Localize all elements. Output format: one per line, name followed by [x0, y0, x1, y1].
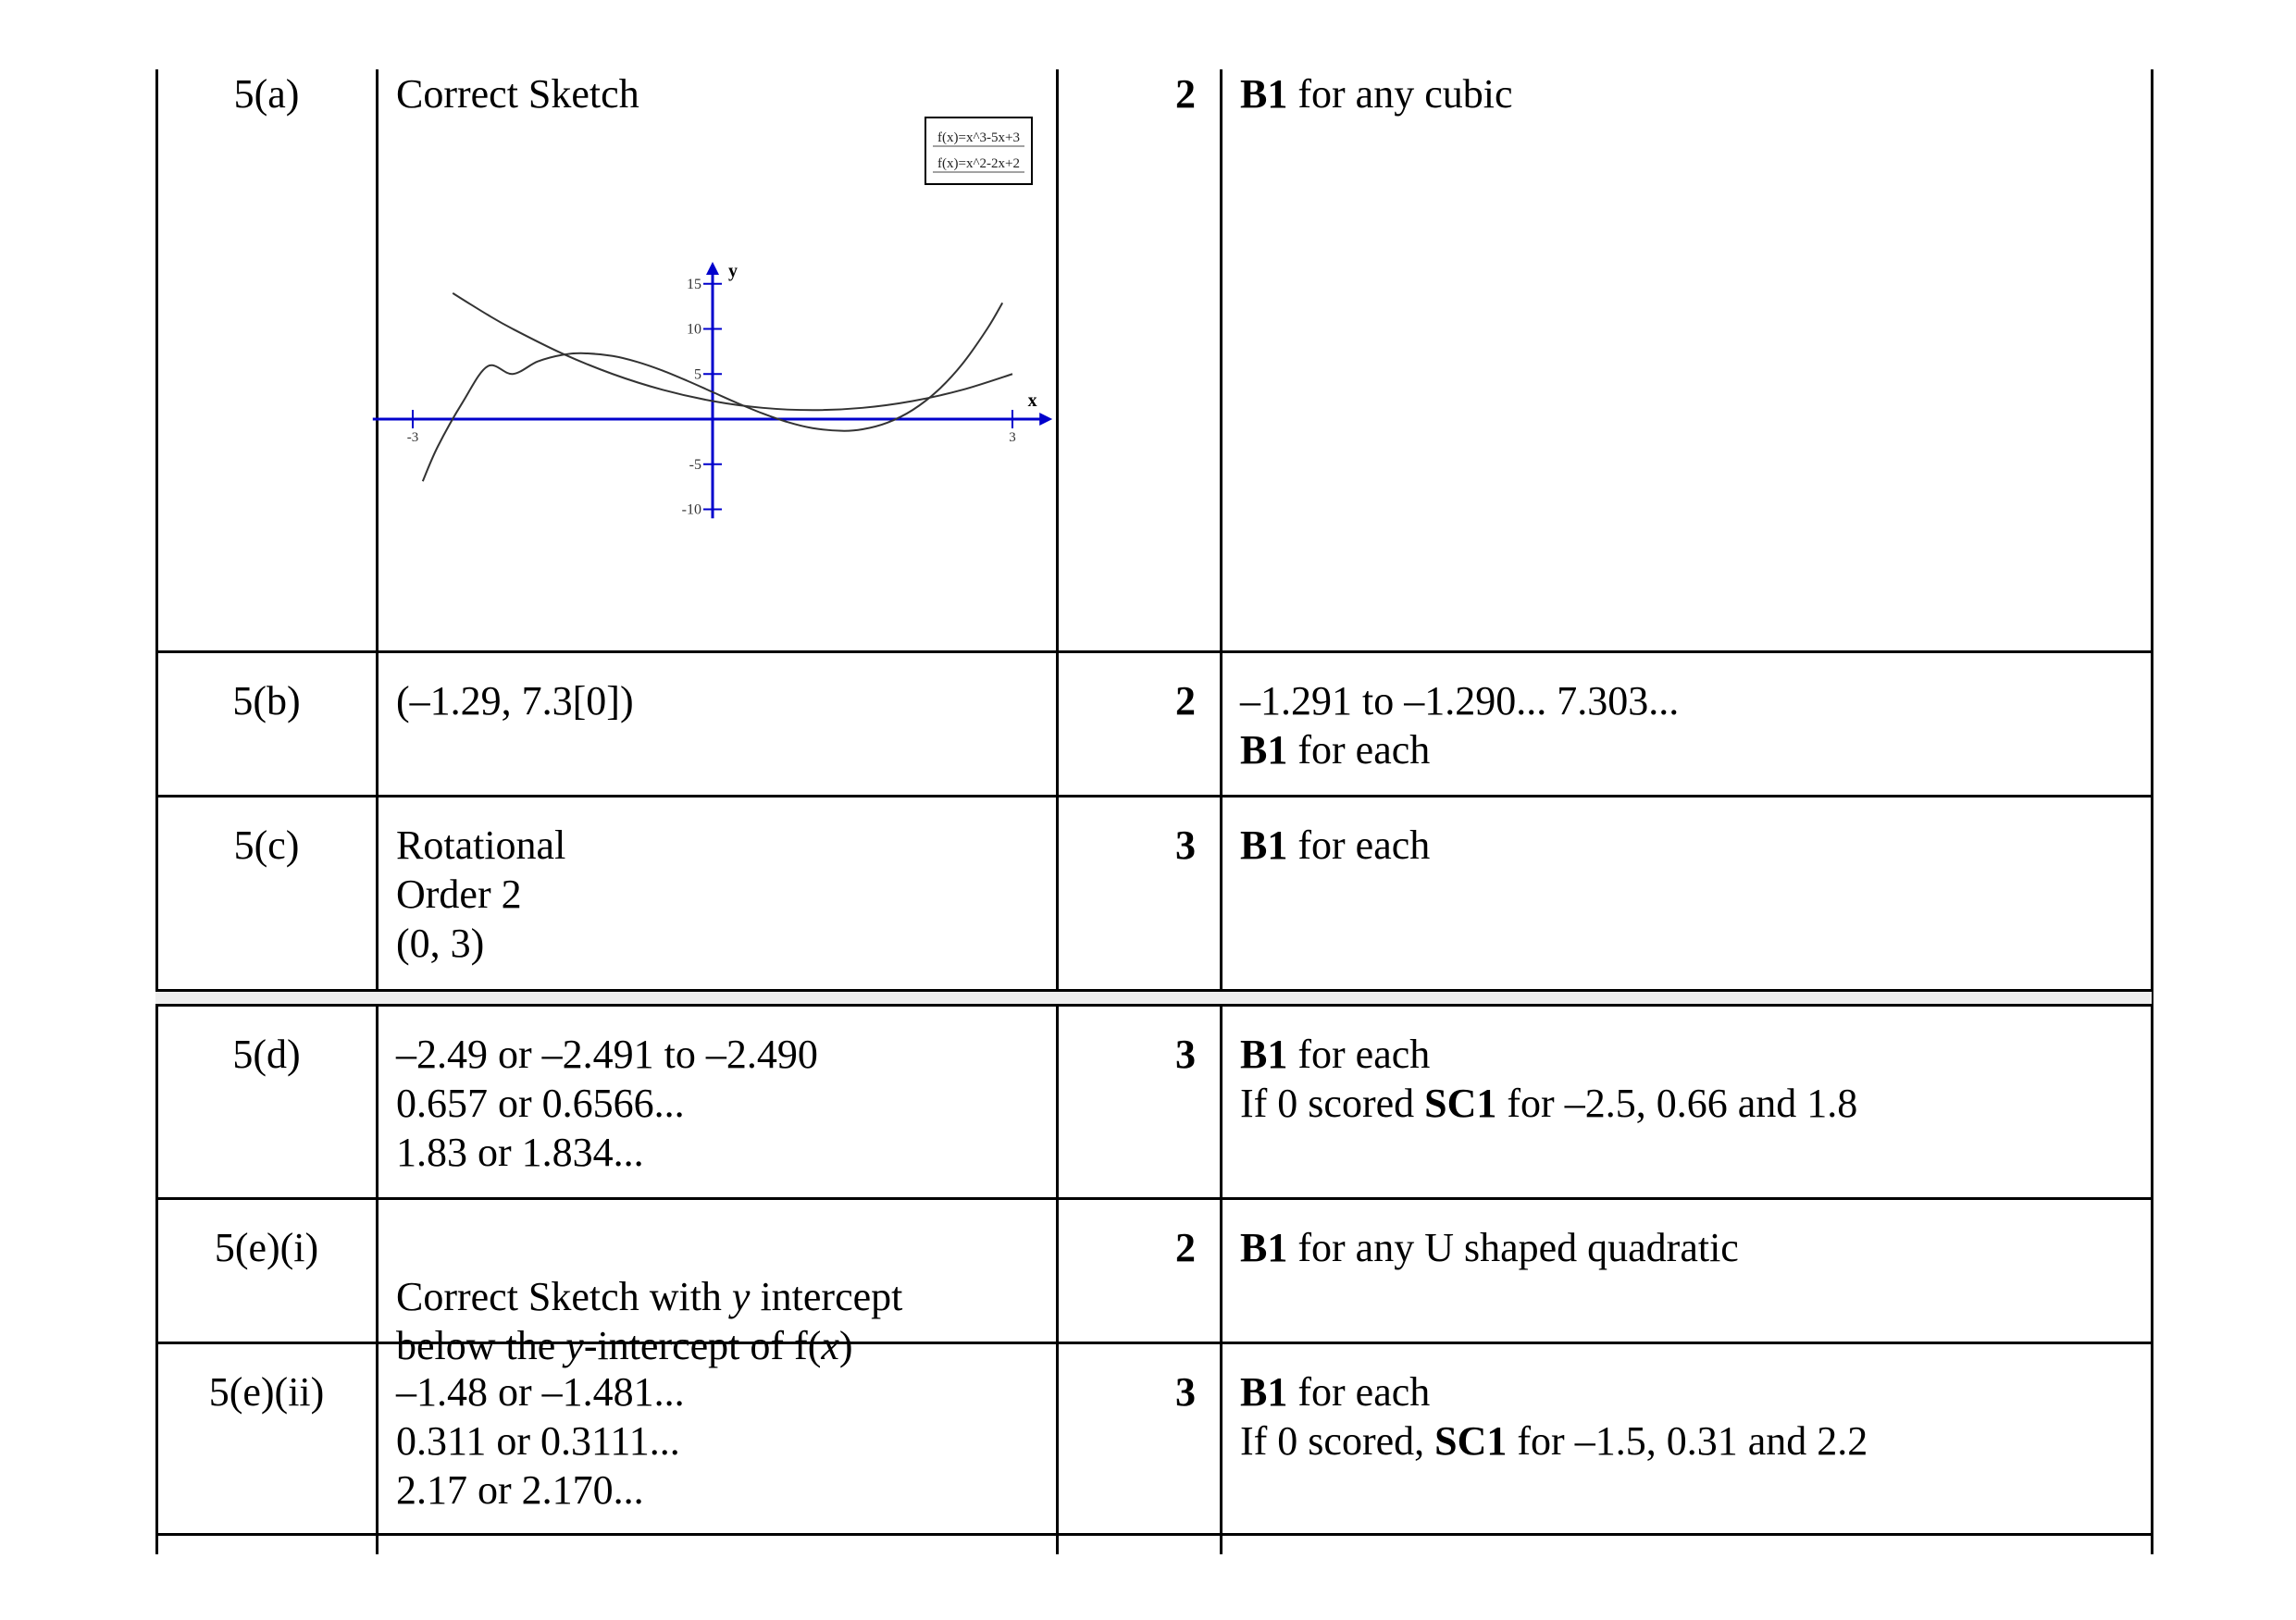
marks-value: 2 — [1175, 1225, 1196, 1270]
x-tick-label: 3 — [1009, 430, 1016, 445]
marks-value: 3 — [1175, 1369, 1196, 1415]
row-divider — [155, 989, 2152, 992]
table-border-answer — [1056, 69, 1059, 1554]
question-number: 5(e)(i) — [214, 1225, 319, 1270]
quadratic-curve — [453, 293, 1012, 410]
x-tick-label: -3 — [406, 430, 419, 445]
guidance-text: B1 for each If 0 scored, SC1 for –1.5, 0.31 and 2.2 — [1240, 1369, 1868, 1464]
marks-value: 3 — [1175, 822, 1196, 868]
y-tick-label: -5 — [689, 456, 701, 473]
table-border-right — [2151, 69, 2153, 1554]
answer-text: Correct Sketch with y intercept below the y-intercept of f(x) — [396, 1274, 903, 1368]
legend-entry: f(x)=x^3-5x+3 — [937, 130, 1020, 145]
guidance-text: –1.291 to –1.290... 7.303... B1 for each — [1240, 678, 1680, 773]
guidance-text: B1 for each If 0 scored SC1 for –2.5, 0.66 and 1.8 — [1240, 1032, 1858, 1126]
row-divider — [155, 1533, 2152, 1536]
y-tick-label: 5 — [694, 366, 701, 383]
question-number: 5(a) — [233, 71, 300, 117]
table-border-left — [155, 69, 158, 1554]
row-divider — [155, 650, 2152, 653]
y-axis-label: y — [728, 261, 738, 282]
marks-value: 3 — [1175, 1032, 1196, 1077]
answer-text: (–1.29, 7.3[0]) — [396, 678, 634, 723]
marks-value: 2 — [1175, 71, 1196, 117]
question-number: 5(b) — [232, 678, 301, 723]
legend-box — [925, 117, 1032, 184]
answer-text: Rotational Order 2 (0, 3) — [396, 822, 566, 966]
marks-value: 2 — [1175, 678, 1196, 723]
y-tick-label: -10 — [681, 501, 701, 518]
question-number: 5(e)(ii) — [208, 1369, 325, 1415]
y-tick-label: 15 — [687, 276, 701, 292]
legend-entry: f(x)=x^2-2x+2 — [937, 156, 1020, 171]
question-number: 5(d) — [232, 1032, 301, 1077]
row-divider — [155, 1004, 2152, 1007]
table-border-marks — [1220, 69, 1222, 1554]
answer-text: –2.49 or –2.491 to –2.490 0.657 or 0.6566... 1.83 or 1.834... — [396, 1032, 818, 1175]
guidance-text: B1 for each — [1240, 822, 1431, 868]
question-number: 5(c) — [233, 822, 300, 868]
row-divider — [155, 1197, 2152, 1200]
guidance-text: B1 for any cubic — [1240, 71, 1513, 117]
answer-text: –1.48 or –1.481... 0.311 or 0.3111... 2.17 or 2.170... — [396, 1369, 685, 1513]
row-divider — [155, 795, 2152, 798]
y-axis-arrow — [706, 262, 719, 275]
cubic-quadratic-sketch — [375, 106, 1037, 638]
x-axis-label: x — [1027, 390, 1037, 411]
y-tick-label: 10 — [687, 321, 701, 338]
x-axis-arrow — [1039, 413, 1052, 426]
answer-text: Correct Sketch — [396, 71, 639, 117]
page-break-band — [155, 991, 2152, 1005]
guidance-text: B1 for any U shaped quadratic — [1240, 1225, 1739, 1270]
